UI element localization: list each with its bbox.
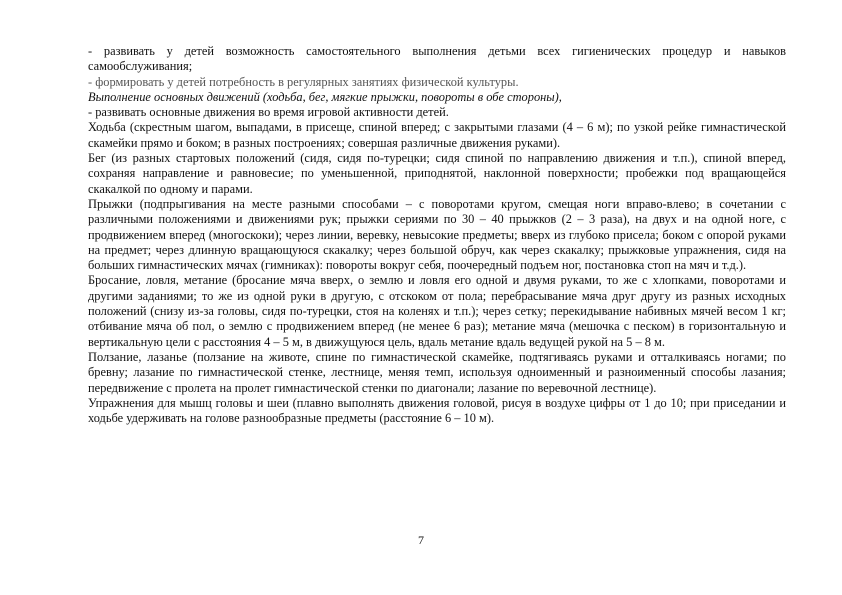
paragraph-text: - формировать у детей потребность в регулярных занятиях физической культуры.	[88, 74, 519, 89]
paragraph-throwing	[88, 273, 786, 349]
paragraph-text: Ползание, лазанье (ползание на животе, спине по гимнастической скамейке, подтягиваясь руками и отталкиваясь ногами; по бревну; лазание по гимнастической стенке, лестнице, меняя темп, используя одноименный и разноименный способы лазания; передвижение с пролета на пролет гимнастической стенки по диагонали; лазание по веревочной лестнице).	[88, 349, 786, 395]
page-number: 7	[418, 533, 424, 547]
paragraph-crawling	[88, 350, 786, 396]
paragraph-text: Бросание, ловля, метание (бросание мяча вверх, о землю и ловля его одной и двумя руками, то же с хлопками, поворотами и другими заданиями; то же из одной руки в другую, с отскоком от пола; перебрасывание мяча друг другу из разных исходных положений (снизу из-за головы, сидя по-турецки, стоя на коленях и т.п.); через сетку; перекидывание набивных мячей весом 1 кг; отбивание мяча об пол, о землю с продвижением вперед (не менее 6 раз); метание мяча (мешочка с песком) в горизонтальную и вертикальную цели с расстояния 4 – 5 м, в движущуюся цель, вдаль метание вдаль ведущей рукой на 5 – 8 м.	[88, 273, 786, 349]
paragraph-text: Выполнение основных движений (ходьба, бег, мягкие прыжки, повороты в обе стороны),	[88, 89, 562, 104]
paragraph-text: Бег (из разных стартовых положений (сидя, сидя по-турецки; сидя спиной по направлению движения и т.п.), спиной вперед, сохраняя направление и равновесие; по уменьшенной, приподнятой, наклонной поверхности; пробежки под вращающейся скакалкой по одному и парами.	[88, 151, 786, 196]
paragraph-develop-movements	[88, 105, 786, 120]
document-body	[88, 44, 786, 426]
paragraph-running	[88, 151, 786, 197]
paragraph-basic-movements-heading	[88, 90, 786, 105]
paragraph-text: Упражнения для мышц головы и шеи (плавно выполнять движения головой, рисуя в воздухе цифры от 1 до 10; при приседании и ходьбе удерживать на голове разнообразные предметы (расстояние 6 – 10 м).	[88, 395, 786, 426]
paragraph-physical-culture	[88, 75, 786, 90]
paragraph-walking	[88, 120, 786, 151]
paragraph-text: - развивать основные движения во время игровой активности детей.	[88, 105, 449, 120]
paragraph-text: - развивать у детей возможность самостоятельного выполнения детьми всех гигиенических процедур и навыков самообслуживания;	[88, 44, 786, 74]
paragraph-text: Ходьба (скрестным шагом, выпадами, в присеще, спиной вперед; с закрытыми глазами (4 – 6 м); по узкой рейке гимнастической скамейки прямо и боком; в разных построениях; совершая различные движения руками).	[88, 120, 786, 150]
paragraph-hygiene	[88, 44, 786, 75]
paragraph-neck-exercises	[88, 396, 786, 427]
paragraph-jumping	[88, 197, 786, 273]
paragraph-text: Прыжки (подпрыгивания на месте разными способами – с поворотами кругом, смещая ноги вправо-влево; в сочетании с различными положениями и движениями рук; прыжки сериями по 30 – 40 прыжков (2 – 3 раза), на двух и на одной ноге, с продвижением вперед (многоскоки); через линии, веревку, невысокие предметы; вверх из глубоко присела; боком с опорой руками на предмет; через длинную вращающуюся скакалку; через большой обруч, как через скакалку; прыжковые упражнения, сидя на больших гимнастических мячах (гимниках): повороты вокруг себя, поочередный подъем ног, постановка стоп на мяч и т.д.).	[88, 196, 786, 273]
